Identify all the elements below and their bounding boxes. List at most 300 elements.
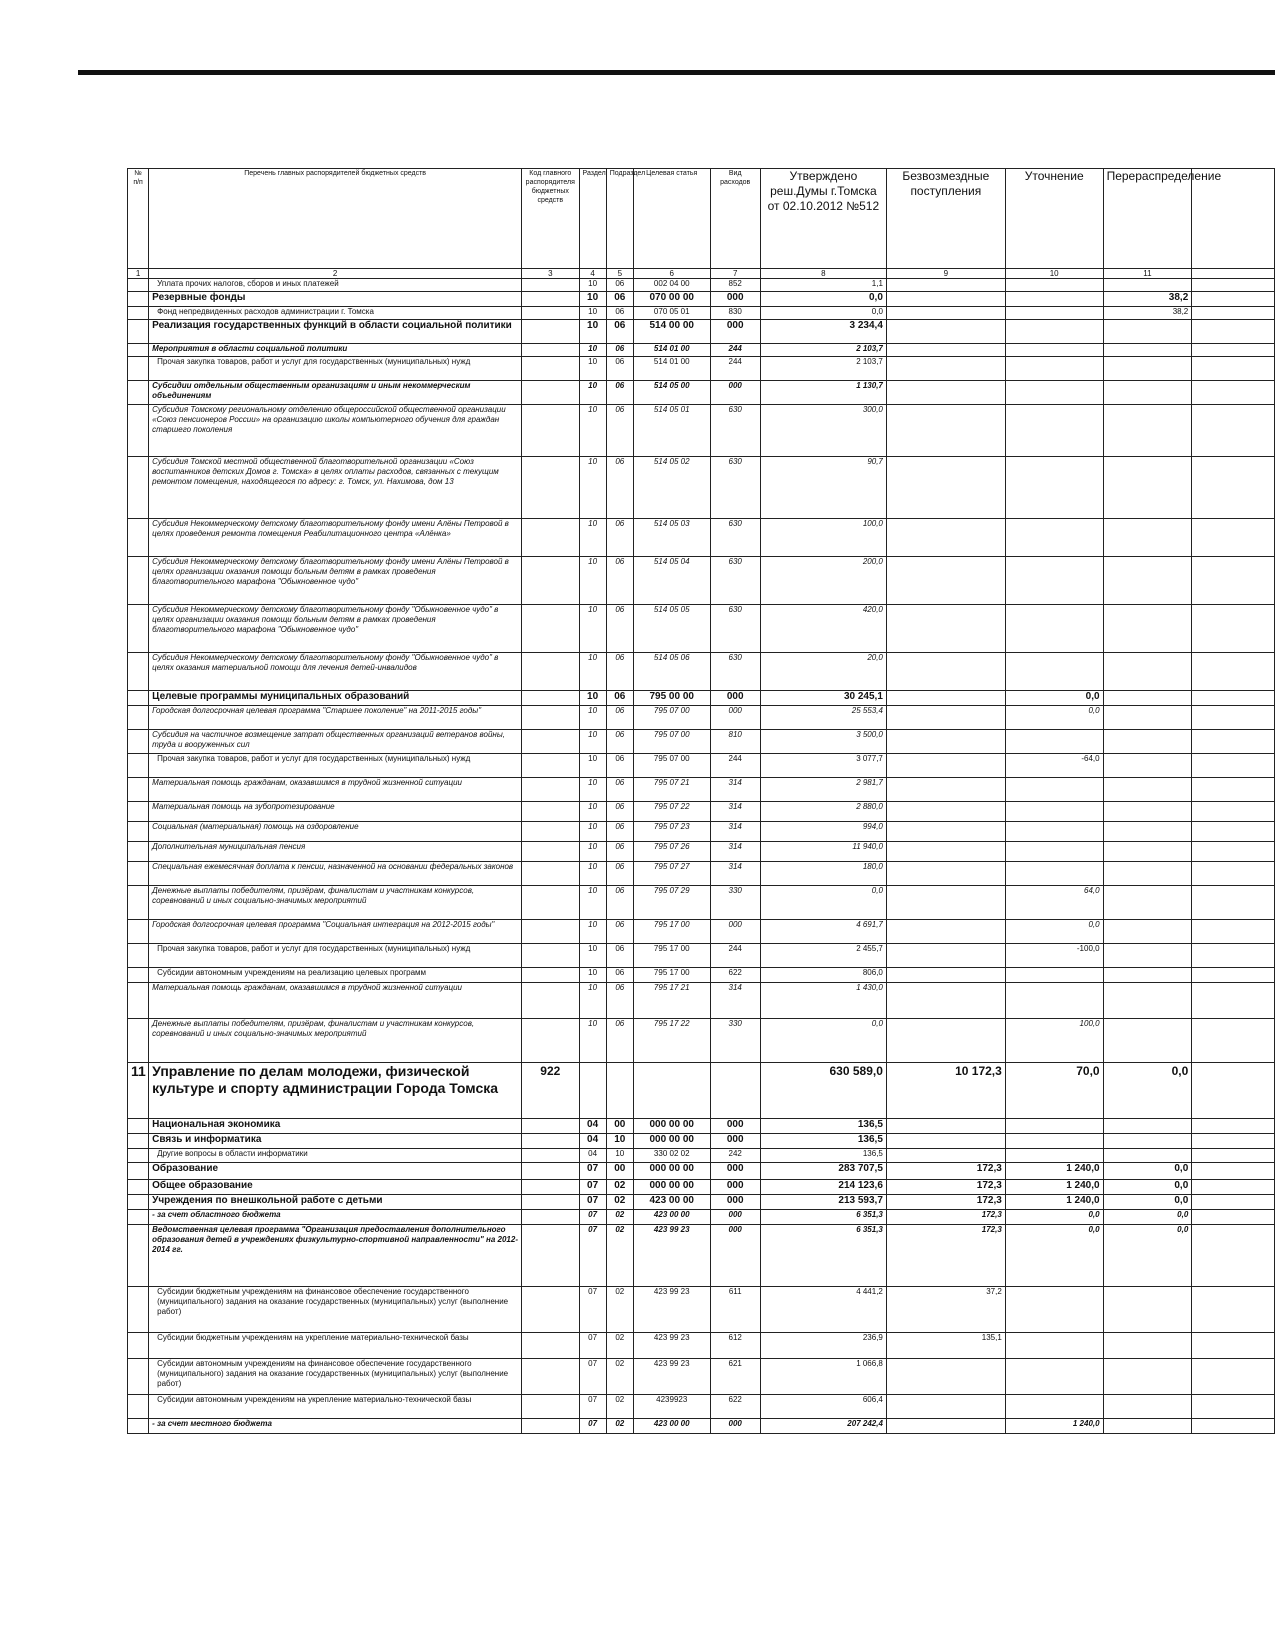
row-razdel: 10 bbox=[579, 1019, 606, 1063]
row-number bbox=[128, 730, 149, 754]
row-gratuitous bbox=[886, 1419, 1005, 1434]
table-body bbox=[128, 279, 1275, 1434]
row-podrazdel: 06 bbox=[606, 307, 633, 320]
row-podrazdel: 06 bbox=[606, 320, 633, 344]
row-gr-code bbox=[522, 1395, 579, 1419]
row-name: Прочая закупка товаров, работ и услуг для государственных (муниципальных) нужд bbox=[149, 357, 522, 381]
row-expense-type: 612 bbox=[710, 1333, 760, 1359]
header-number-row bbox=[128, 269, 1275, 279]
row-name: Ведомственная целевая программа "Организация предоставления дополнительного образования детей в учреждениях физкультурно-спортивной направленности" на 2012-2014 гг. bbox=[149, 1225, 522, 1287]
row-clarification bbox=[1005, 1359, 1103, 1395]
row-clarification bbox=[1005, 1149, 1103, 1163]
row-target-article: 795 07 00 bbox=[633, 706, 710, 730]
row-extra bbox=[1192, 944, 1275, 968]
header-number: 5 bbox=[606, 269, 633, 279]
row-extra bbox=[1192, 778, 1275, 802]
row-number bbox=[128, 279, 149, 292]
row-razdel: 10 bbox=[579, 344, 606, 357]
row-name: Целевые программы муниципальных образований bbox=[149, 691, 522, 706]
row-gr-code: 922 bbox=[522, 1063, 579, 1119]
row-extra bbox=[1192, 344, 1275, 357]
row-gratuitous bbox=[886, 1134, 1005, 1149]
row-razdel: 07 bbox=[579, 1195, 606, 1210]
row-extra bbox=[1192, 983, 1275, 1019]
row-podrazdel: 02 bbox=[606, 1333, 633, 1359]
row-gratuitous bbox=[886, 1395, 1005, 1419]
row-gr-code bbox=[522, 886, 579, 920]
budget-table bbox=[127, 168, 1275, 1434]
header-number: 7 bbox=[710, 269, 760, 279]
row-approved: 213 593,7 bbox=[760, 1195, 886, 1210]
row-approved: 2 455,7 bbox=[760, 944, 886, 968]
row-number bbox=[128, 920, 149, 944]
row-clarification: 1 240,0 bbox=[1005, 1180, 1103, 1195]
row-name: Другие вопросы в области информатики bbox=[149, 1149, 522, 1163]
row-target-article: 423 00 00 bbox=[633, 1195, 710, 1210]
row-gr-code bbox=[522, 1359, 579, 1395]
row-gratuitous: 135,1 bbox=[886, 1333, 1005, 1359]
row-expense-type: 621 bbox=[710, 1359, 760, 1395]
row-approved: 236,9 bbox=[760, 1333, 886, 1359]
row-gr-code bbox=[522, 357, 579, 381]
row-name: Образование bbox=[149, 1163, 522, 1180]
row-expense-type: 000 bbox=[710, 1195, 760, 1210]
row-gratuitous bbox=[886, 557, 1005, 605]
row-gr-code bbox=[522, 1210, 579, 1225]
row-number bbox=[128, 1180, 149, 1195]
row-number bbox=[128, 1195, 149, 1210]
row-clarification bbox=[1005, 307, 1103, 320]
row-clarification bbox=[1005, 457, 1103, 519]
row-name: Материальная помощь на зубопротезирование bbox=[149, 802, 522, 822]
row-name: Субсидия Томскому региональному отделению общероссийской общественной организации «Союз пенсионеров России» на организацию школы компьютерного обучения для граждан старшего поколения bbox=[149, 405, 522, 457]
row-name: Субсидия Томской местной общественной благотворительной организации «Союз воспитанников детских Домов г. Томска» в целях оплаты расходов, связанных с текущим ремонтом помещения, находящегося по адресу: г. Томск, ул. Нахимова, дом 13 bbox=[149, 457, 522, 519]
row-redistribution bbox=[1103, 1134, 1192, 1149]
row-name: - за счет областного бюджета bbox=[149, 1210, 522, 1225]
row-target-article: 795 17 22 bbox=[633, 1019, 710, 1063]
row-razdel: 10 bbox=[579, 706, 606, 730]
row-approved: 3 500,0 bbox=[760, 730, 886, 754]
row-approved: 3 234,4 bbox=[760, 320, 886, 344]
row-approved: 180,0 bbox=[760, 862, 886, 886]
row-clarification bbox=[1005, 320, 1103, 344]
row-name: Городская долгосрочная целевая программа "Старшее поколение" на 2011-2015 годы" bbox=[149, 706, 522, 730]
row-gr-code bbox=[522, 1419, 579, 1434]
row-razdel: 10 bbox=[579, 519, 606, 557]
row-podrazdel: 06 bbox=[606, 944, 633, 968]
row-gr-code bbox=[522, 778, 579, 802]
header-gratuitous: Безвозмездные поступления bbox=[886, 169, 1005, 269]
row-number bbox=[128, 842, 149, 862]
row-gratuitous bbox=[886, 381, 1005, 405]
row-razdel: 10 bbox=[579, 405, 606, 457]
row-number bbox=[128, 357, 149, 381]
table-row bbox=[128, 1180, 1275, 1195]
row-target-article: 4239923 bbox=[633, 1395, 710, 1419]
row-podrazdel: 02 bbox=[606, 1419, 633, 1434]
row-expense-type: 000 bbox=[710, 320, 760, 344]
row-razdel: 10 bbox=[579, 778, 606, 802]
row-podrazdel: 06 bbox=[606, 519, 633, 557]
row-podrazdel: 06 bbox=[606, 920, 633, 944]
table-row bbox=[128, 862, 1275, 886]
row-redistribution bbox=[1103, 344, 1192, 357]
table-row bbox=[128, 1395, 1275, 1419]
row-razdel: 10 bbox=[579, 605, 606, 653]
row-approved: 1 130,7 bbox=[760, 381, 886, 405]
header-number: 11 bbox=[1103, 269, 1192, 279]
row-clarification: 0,0 bbox=[1005, 920, 1103, 944]
row-podrazdel: 06 bbox=[606, 968, 633, 983]
top-rule bbox=[78, 70, 1275, 75]
row-expense-type: 000 bbox=[710, 1134, 760, 1149]
row-podrazdel: 02 bbox=[606, 1195, 633, 1210]
row-approved: 11 940,0 bbox=[760, 842, 886, 862]
row-number: 11 bbox=[128, 1063, 149, 1119]
row-number bbox=[128, 1119, 149, 1134]
row-redistribution bbox=[1103, 279, 1192, 292]
row-podrazdel: 06 bbox=[606, 778, 633, 802]
row-extra bbox=[1192, 730, 1275, 754]
row-clarification bbox=[1005, 1134, 1103, 1149]
row-clarification: 64,0 bbox=[1005, 886, 1103, 920]
row-expense-type: 314 bbox=[710, 983, 760, 1019]
row-expense-type: 622 bbox=[710, 968, 760, 983]
row-name: Субсидии автономным учреждениям на финансовое обеспечение государственного (муниципального) задания на оказание государственных (муниципальных) услуг (выполнение работ) bbox=[149, 1359, 522, 1395]
row-name: Общее образование bbox=[149, 1180, 522, 1195]
row-podrazdel: 06 bbox=[606, 754, 633, 778]
row-redistribution bbox=[1103, 1419, 1192, 1434]
row-number bbox=[128, 983, 149, 1019]
row-razdel: 10 bbox=[579, 822, 606, 842]
row-podrazdel: 06 bbox=[606, 457, 633, 519]
row-razdel: 10 bbox=[579, 886, 606, 920]
row-gratuitous bbox=[886, 842, 1005, 862]
row-gratuitous: 172,3 bbox=[886, 1163, 1005, 1180]
row-name: Субсидия Некоммерческому детскому благотворительному фонду имени Алёны Петровой в целях проведения ремонта помещения Реабилитационного центра «Алёнка» bbox=[149, 519, 522, 557]
row-gr-code bbox=[522, 822, 579, 842]
row-podrazdel: 06 bbox=[606, 842, 633, 862]
header-number: 3 bbox=[522, 269, 579, 279]
row-podrazdel: 06 bbox=[606, 605, 633, 653]
row-extra bbox=[1192, 862, 1275, 886]
row-name: Уплата прочих налогов, сборов и иных платежей bbox=[149, 279, 522, 292]
row-name: Субсидия Некоммерческому детскому благотворительному фонду "Обыкновенное чудо" в целях организации оказания помощи больным детям в рамках проведения благотворительного марафона "Обыкновенное чудо" bbox=[149, 605, 522, 653]
row-number bbox=[128, 862, 149, 886]
row-gr-code bbox=[522, 557, 579, 605]
row-clarification bbox=[1005, 822, 1103, 842]
row-podrazdel: 06 bbox=[606, 802, 633, 822]
row-razdel: 10 bbox=[579, 730, 606, 754]
row-number bbox=[128, 307, 149, 320]
row-redistribution bbox=[1103, 778, 1192, 802]
row-approved: 30 245,1 bbox=[760, 691, 886, 706]
row-extra bbox=[1192, 1210, 1275, 1225]
row-approved: 136,5 bbox=[760, 1119, 886, 1134]
row-redistribution bbox=[1103, 691, 1192, 706]
row-clarification bbox=[1005, 1333, 1103, 1359]
row-extra bbox=[1192, 519, 1275, 557]
row-redistribution bbox=[1103, 886, 1192, 920]
row-approved: 2 880,0 bbox=[760, 802, 886, 822]
row-name: Резервные фонды bbox=[149, 292, 522, 307]
row-approved: 0,0 bbox=[760, 886, 886, 920]
row-clarification: 0,0 bbox=[1005, 1210, 1103, 1225]
row-extra bbox=[1192, 691, 1275, 706]
row-target-article: 795 17 00 bbox=[633, 920, 710, 944]
row-approved: 2 103,7 bbox=[760, 357, 886, 381]
row-target-article: 795 07 22 bbox=[633, 802, 710, 822]
table-row bbox=[128, 706, 1275, 730]
table-row bbox=[128, 842, 1275, 862]
row-expense-type: 000 bbox=[710, 1119, 760, 1134]
row-expense-type: 314 bbox=[710, 802, 760, 822]
row-gr-code bbox=[522, 457, 579, 519]
row-clarification: 1 240,0 bbox=[1005, 1195, 1103, 1210]
row-extra bbox=[1192, 968, 1275, 983]
row-number bbox=[128, 886, 149, 920]
row-gratuitous: 172,3 bbox=[886, 1225, 1005, 1287]
table-row bbox=[128, 1359, 1275, 1395]
row-clarification: -64,0 bbox=[1005, 754, 1103, 778]
table-row bbox=[128, 1119, 1275, 1134]
row-redistribution bbox=[1103, 1149, 1192, 1163]
table-row bbox=[128, 1134, 1275, 1149]
row-clarification bbox=[1005, 405, 1103, 457]
row-extra bbox=[1192, 754, 1275, 778]
row-approved: 6 351,3 bbox=[760, 1210, 886, 1225]
row-name: Материальная помощь гражданам, оказавшимся в трудной жизненной ситуации bbox=[149, 983, 522, 1019]
row-gr-code bbox=[522, 1149, 579, 1163]
header-number-extra bbox=[1192, 269, 1275, 279]
row-target-article: 000 00 00 bbox=[633, 1163, 710, 1180]
row-target-article: 795 00 00 bbox=[633, 691, 710, 706]
row-name: Дополнительная муниципальная пенсия bbox=[149, 842, 522, 862]
row-gr-code bbox=[522, 944, 579, 968]
header-expense-type: Вид расходов bbox=[710, 169, 760, 269]
row-number bbox=[128, 381, 149, 405]
row-gr-code bbox=[522, 983, 579, 1019]
row-podrazdel: 06 bbox=[606, 292, 633, 307]
row-gratuitous bbox=[886, 1019, 1005, 1063]
row-clarification bbox=[1005, 730, 1103, 754]
row-name: Материальная помощь гражданам, оказавшимся в трудной жизненной ситуации bbox=[149, 778, 522, 802]
row-expense-type: 000 bbox=[710, 920, 760, 944]
row-target-article: 514 05 02 bbox=[633, 457, 710, 519]
header-number: 10 bbox=[1005, 269, 1103, 279]
row-number bbox=[128, 1225, 149, 1287]
table-row bbox=[128, 292, 1275, 307]
row-podrazdel: 06 bbox=[606, 405, 633, 457]
row-extra bbox=[1192, 1333, 1275, 1359]
row-approved: 100,0 bbox=[760, 519, 886, 557]
row-gr-code bbox=[522, 405, 579, 457]
row-podrazdel: 06 bbox=[606, 653, 633, 691]
row-gratuitous bbox=[886, 691, 1005, 706]
row-podrazdel: 06 bbox=[606, 381, 633, 405]
row-expense-type: 000 bbox=[710, 1163, 760, 1180]
row-target-article: 423 00 00 bbox=[633, 1419, 710, 1434]
row-gratuitous: 172,3 bbox=[886, 1210, 1005, 1225]
header-number: 1 bbox=[128, 269, 149, 279]
row-expense-type: 000 bbox=[710, 1180, 760, 1195]
row-redistribution bbox=[1103, 653, 1192, 691]
header-number: 2 bbox=[149, 269, 522, 279]
row-number bbox=[128, 1019, 149, 1063]
row-number bbox=[128, 691, 149, 706]
row-target-article: 514 01 00 bbox=[633, 344, 710, 357]
row-target-article bbox=[633, 1063, 710, 1119]
row-number bbox=[128, 1163, 149, 1180]
row-extra bbox=[1192, 1019, 1275, 1063]
row-gr-code bbox=[522, 862, 579, 886]
row-approved: 0,0 bbox=[760, 307, 886, 320]
row-name: Реализация государственных функций в области социальной политики bbox=[149, 320, 522, 344]
row-gr-code bbox=[522, 307, 579, 320]
table-row bbox=[128, 519, 1275, 557]
row-podrazdel: 02 bbox=[606, 1180, 633, 1195]
row-clarification bbox=[1005, 862, 1103, 886]
row-redistribution bbox=[1103, 1359, 1192, 1395]
row-target-article: 000 00 00 bbox=[633, 1180, 710, 1195]
row-extra bbox=[1192, 320, 1275, 344]
row-approved: 994,0 bbox=[760, 822, 886, 842]
row-extra bbox=[1192, 842, 1275, 862]
row-extra bbox=[1192, 405, 1275, 457]
row-redistribution bbox=[1103, 320, 1192, 344]
row-expense-type: 630 bbox=[710, 457, 760, 519]
row-expense-type: 000 bbox=[710, 706, 760, 730]
row-gr-code bbox=[522, 691, 579, 706]
row-number bbox=[128, 405, 149, 457]
row-podrazdel: 02 bbox=[606, 1359, 633, 1395]
row-gratuitous bbox=[886, 1359, 1005, 1395]
row-razdel: 10 bbox=[579, 307, 606, 320]
row-number bbox=[128, 292, 149, 307]
row-razdel: 07 bbox=[579, 1225, 606, 1287]
row-expense-type: 000 bbox=[710, 1210, 760, 1225]
row-gratuitous bbox=[886, 357, 1005, 381]
row-podrazdel: 02 bbox=[606, 1395, 633, 1419]
table-row bbox=[128, 1149, 1275, 1163]
row-redistribution bbox=[1103, 944, 1192, 968]
row-target-article: 514 01 00 bbox=[633, 357, 710, 381]
table-row bbox=[128, 778, 1275, 802]
row-razdel: 10 bbox=[579, 557, 606, 605]
row-gratuitous bbox=[886, 778, 1005, 802]
row-extra bbox=[1192, 605, 1275, 653]
row-gratuitous bbox=[886, 920, 1005, 944]
row-redistribution bbox=[1103, 1395, 1192, 1419]
header-number: 4 bbox=[579, 269, 606, 279]
row-extra bbox=[1192, 653, 1275, 691]
row-gr-code bbox=[522, 706, 579, 730]
row-podrazdel: 06 bbox=[606, 886, 633, 920]
row-gr-code bbox=[522, 605, 579, 653]
row-razdel: 10 bbox=[579, 944, 606, 968]
table-row bbox=[128, 1225, 1275, 1287]
row-razdel: 10 bbox=[579, 292, 606, 307]
row-podrazdel: 06 bbox=[606, 691, 633, 706]
row-number bbox=[128, 1359, 149, 1395]
row-clarification bbox=[1005, 292, 1103, 307]
row-number bbox=[128, 519, 149, 557]
row-expense-type: 000 bbox=[710, 691, 760, 706]
row-expense-type: 630 bbox=[710, 519, 760, 557]
row-gratuitous bbox=[886, 307, 1005, 320]
row-target-article: 423 99 23 bbox=[633, 1225, 710, 1287]
row-gr-code bbox=[522, 381, 579, 405]
row-redistribution: 0,0 bbox=[1103, 1180, 1192, 1195]
row-approved: 1,1 bbox=[760, 279, 886, 292]
row-number bbox=[128, 1134, 149, 1149]
row-name: Субсидия на частичное возмещение затрат общественных организаций ветеранов войны, труда и вооруженных сил bbox=[149, 730, 522, 754]
row-expense-type: 244 bbox=[710, 944, 760, 968]
row-extra bbox=[1192, 292, 1275, 307]
row-redistribution bbox=[1103, 862, 1192, 886]
row-extra bbox=[1192, 1180, 1275, 1195]
row-approved: 25 553,4 bbox=[760, 706, 886, 730]
row-target-article: 795 07 00 bbox=[633, 754, 710, 778]
row-expense-type: 611 bbox=[710, 1287, 760, 1333]
row-expense-type: 852 bbox=[710, 279, 760, 292]
row-clarification: 1 240,0 bbox=[1005, 1419, 1103, 1434]
row-target-article: 514 05 01 bbox=[633, 405, 710, 457]
row-clarification: 0,0 bbox=[1005, 706, 1103, 730]
row-name: Субсидии отдельным общественным организациям и иным некоммерческим объединениям bbox=[149, 381, 522, 405]
row-podrazdel bbox=[606, 1063, 633, 1119]
row-razdel: 10 bbox=[579, 983, 606, 1019]
row-clarification bbox=[1005, 983, 1103, 1019]
row-redistribution bbox=[1103, 605, 1192, 653]
row-gratuitous bbox=[886, 706, 1005, 730]
row-gratuitous bbox=[886, 519, 1005, 557]
row-expense-type: 314 bbox=[710, 842, 760, 862]
row-extra bbox=[1192, 1225, 1275, 1287]
row-razdel: 10 bbox=[579, 920, 606, 944]
row-redistribution: 38,2 bbox=[1103, 307, 1192, 320]
row-razdel: 10 bbox=[579, 457, 606, 519]
header-target: Целевая статья bbox=[633, 169, 710, 269]
table-row bbox=[128, 457, 1275, 519]
row-podrazdel: 06 bbox=[606, 357, 633, 381]
table-row bbox=[128, 1019, 1275, 1063]
row-redistribution bbox=[1103, 822, 1192, 842]
table-row bbox=[128, 920, 1275, 944]
row-clarification: 70,0 bbox=[1005, 1063, 1103, 1119]
row-gr-code bbox=[522, 344, 579, 357]
row-extra bbox=[1192, 1149, 1275, 1163]
row-clarification bbox=[1005, 968, 1103, 983]
table-row bbox=[128, 886, 1275, 920]
row-approved: 2 981,7 bbox=[760, 778, 886, 802]
row-clarification bbox=[1005, 653, 1103, 691]
row-gratuitous bbox=[886, 862, 1005, 886]
row-name: Субсидия Некоммерческому детскому благотворительному фонду "Обыкновенное чудо" в целях оказания материальной помощи для лечения детей-инвалидов bbox=[149, 653, 522, 691]
row-approved: 6 351,3 bbox=[760, 1225, 886, 1287]
row-gratuitous bbox=[886, 802, 1005, 822]
row-razdel: 10 bbox=[579, 802, 606, 822]
row-redistribution bbox=[1103, 519, 1192, 557]
row-target-article: 000 00 00 bbox=[633, 1119, 710, 1134]
row-name: Прочая закупка товаров, работ и услуг для государственных (муниципальных) нужд bbox=[149, 944, 522, 968]
row-razdel: 07 bbox=[579, 1395, 606, 1419]
row-target-article: 795 07 29 bbox=[633, 886, 710, 920]
row-target-article: 514 05 05 bbox=[633, 605, 710, 653]
row-name: Субсидии автономным учреждениям на реализацию целевых программ bbox=[149, 968, 522, 983]
row-gratuitous bbox=[886, 886, 1005, 920]
row-podrazdel: 06 bbox=[606, 730, 633, 754]
